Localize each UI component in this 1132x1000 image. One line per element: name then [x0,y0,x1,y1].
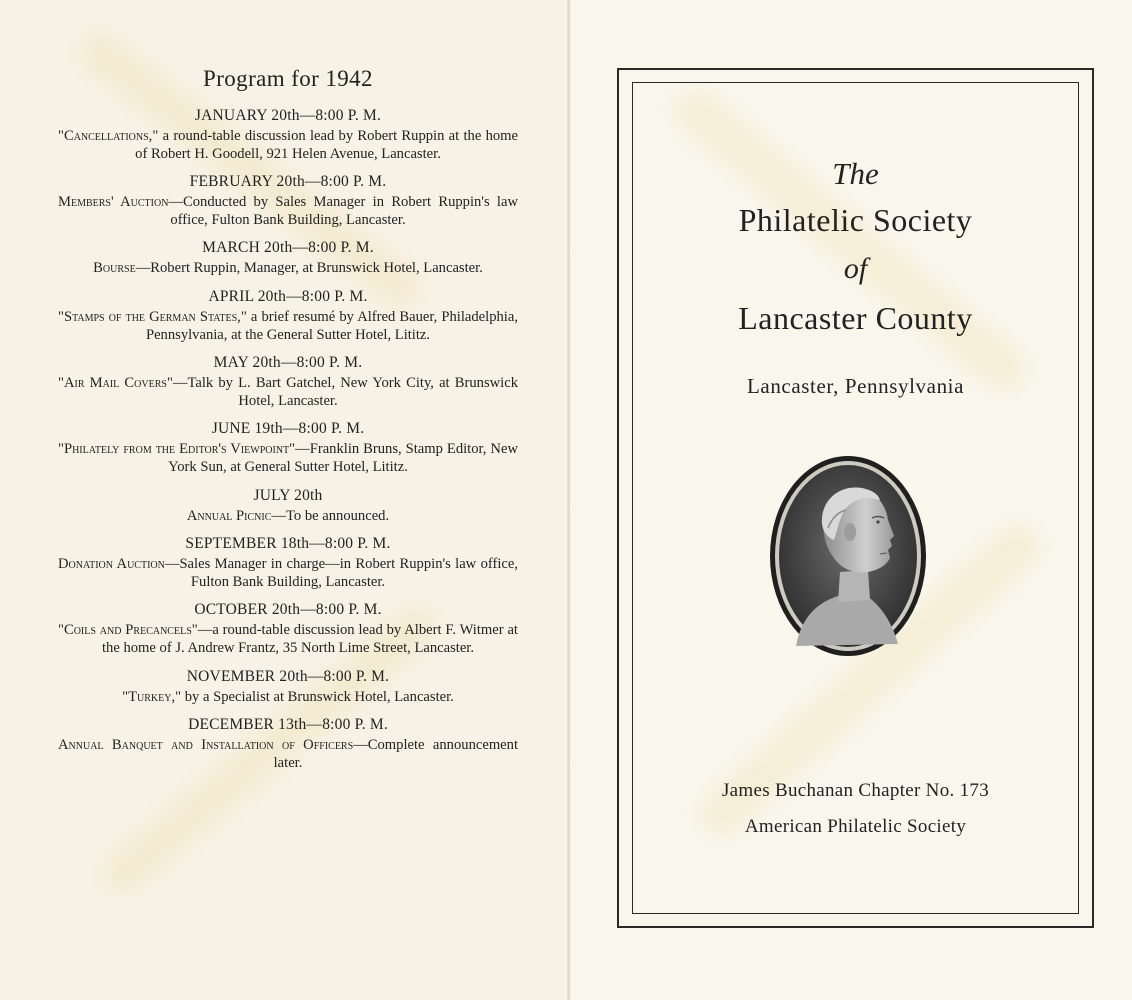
event-details: —Complete announcement later. [273,737,518,771]
james-buchanan-profile-portrait-icon [768,454,928,658]
event-april [58,287,518,344]
event-date: JANUARY 20th—8:00 P. M. [194,107,382,124]
event-description [58,441,518,476]
event-date: MAY 20th—8:00 P. M. [213,354,363,372]
cover-preposition: of [843,252,868,285]
event-january [58,106,518,163]
program-title: Program for 1942 [203,66,373,91]
event-topic: "Philately from the Editor's Viewpoint" [58,441,296,458]
event-description [58,194,518,229]
event-topic: Members' Auction [58,194,169,211]
event-details: —Conducted by Sales Manager in Robert Ruppin's law office, Fulton Bank Building, Lancaster. [168,194,518,228]
event-topic: Annual Picnic [186,507,272,524]
event-date: NOVEMBER 20th—8:00 P. M. [186,667,390,685]
event-july [58,486,518,526]
event-topic: Bourse [93,260,136,277]
event-description [58,508,518,526]
cover-article: The [832,156,879,191]
event-details: —Franklin Bruns, Stamp Editor, New York Sun, at General Sutter Hotel, Lititz. [168,441,518,475]
event-details: —Talk by L. Bart Gatchel, New York City, at Brunswick Hotel, Lancaster. [172,375,518,409]
event-details: a brief resumé by Alfred Bauer, Philadelphia, Pennsylvania, at the General Sutter Hotel, Lititz. [145,308,518,343]
event-details: —Sales Manager in charge—in Robert Ruppin's law office, Fulton Bank Building, Lancaster. [164,556,518,590]
event-description [58,375,518,410]
event-date: FEBRUARY 20th—8:00 P. M. [189,173,387,191]
event-date: OCTOBER 20th—8:00 P. M. [194,601,382,619]
event-description [58,689,518,707]
event-topic: "Air Mail Covers" [58,375,173,392]
cover-location: Lancaster, Pennsylvania [746,374,965,398]
event-june [58,419,518,476]
event-date: DECEMBER 13th—8:00 P. M. [188,716,388,734]
event-february [58,172,518,229]
event-details: by a Specialist at Brunswick Hotel, Lancaster. [181,688,454,705]
event-description [58,128,518,163]
event-description [58,556,518,591]
event-march [58,238,518,278]
event-details: —Robert Ruppin, Manager, at Brunswick Hotel, Lancaster. [135,260,483,277]
cover-panel [570,0,1132,1000]
event-description [58,737,518,772]
cover-chapter-name: James Buchanan Chapter No. 173 [721,780,990,801]
event-date: JULY 20th [253,486,323,504]
event-date: SEPTEMBER 18th—8:00 P. M. [185,535,391,553]
event-september [58,534,518,591]
event-details: a round-table discussion lead by Robert Ruppin at the home of Robert H. Goodell, 921 Helen Avenue, Lancaster. [135,128,518,162]
cover-national-society: American Philatelic Society [744,816,967,837]
cover-society-name: Philatelic Society [738,202,973,238]
event-topic: Annual Banquet and Installation of Officers [58,737,354,754]
event-date: JUNE 19th—8:00 P. M. [211,420,365,438]
event-description [58,622,518,657]
event-december [58,715,518,772]
program-list [58,66,518,781]
event-october [58,600,518,657]
cover-county-name: Lancaster County [738,300,973,336]
event-details: —To be announced. [271,507,390,524]
event-topic: "Stamps of the German States," [58,308,247,325]
event-date: APRIL 20th—8:00 P. M. [208,287,368,305]
event-details: —a round-table discussion lead by Albert F. Witmer at the home of J. Andrew Frantz, 35 North Lime Street, Lancaster. [101,622,518,656]
event-november [58,667,518,707]
event-topic: Donation Auction [58,556,165,573]
event-topic: "Coils and Precancels" [58,622,198,639]
event-description [58,260,518,278]
event-description [58,309,518,344]
event-date: MARCH 20th—8:00 P. M. [202,239,374,257]
event-topic: "Turkey," [122,688,182,705]
event-topic: "Cancellations," [58,128,159,144]
event-may [58,353,518,410]
